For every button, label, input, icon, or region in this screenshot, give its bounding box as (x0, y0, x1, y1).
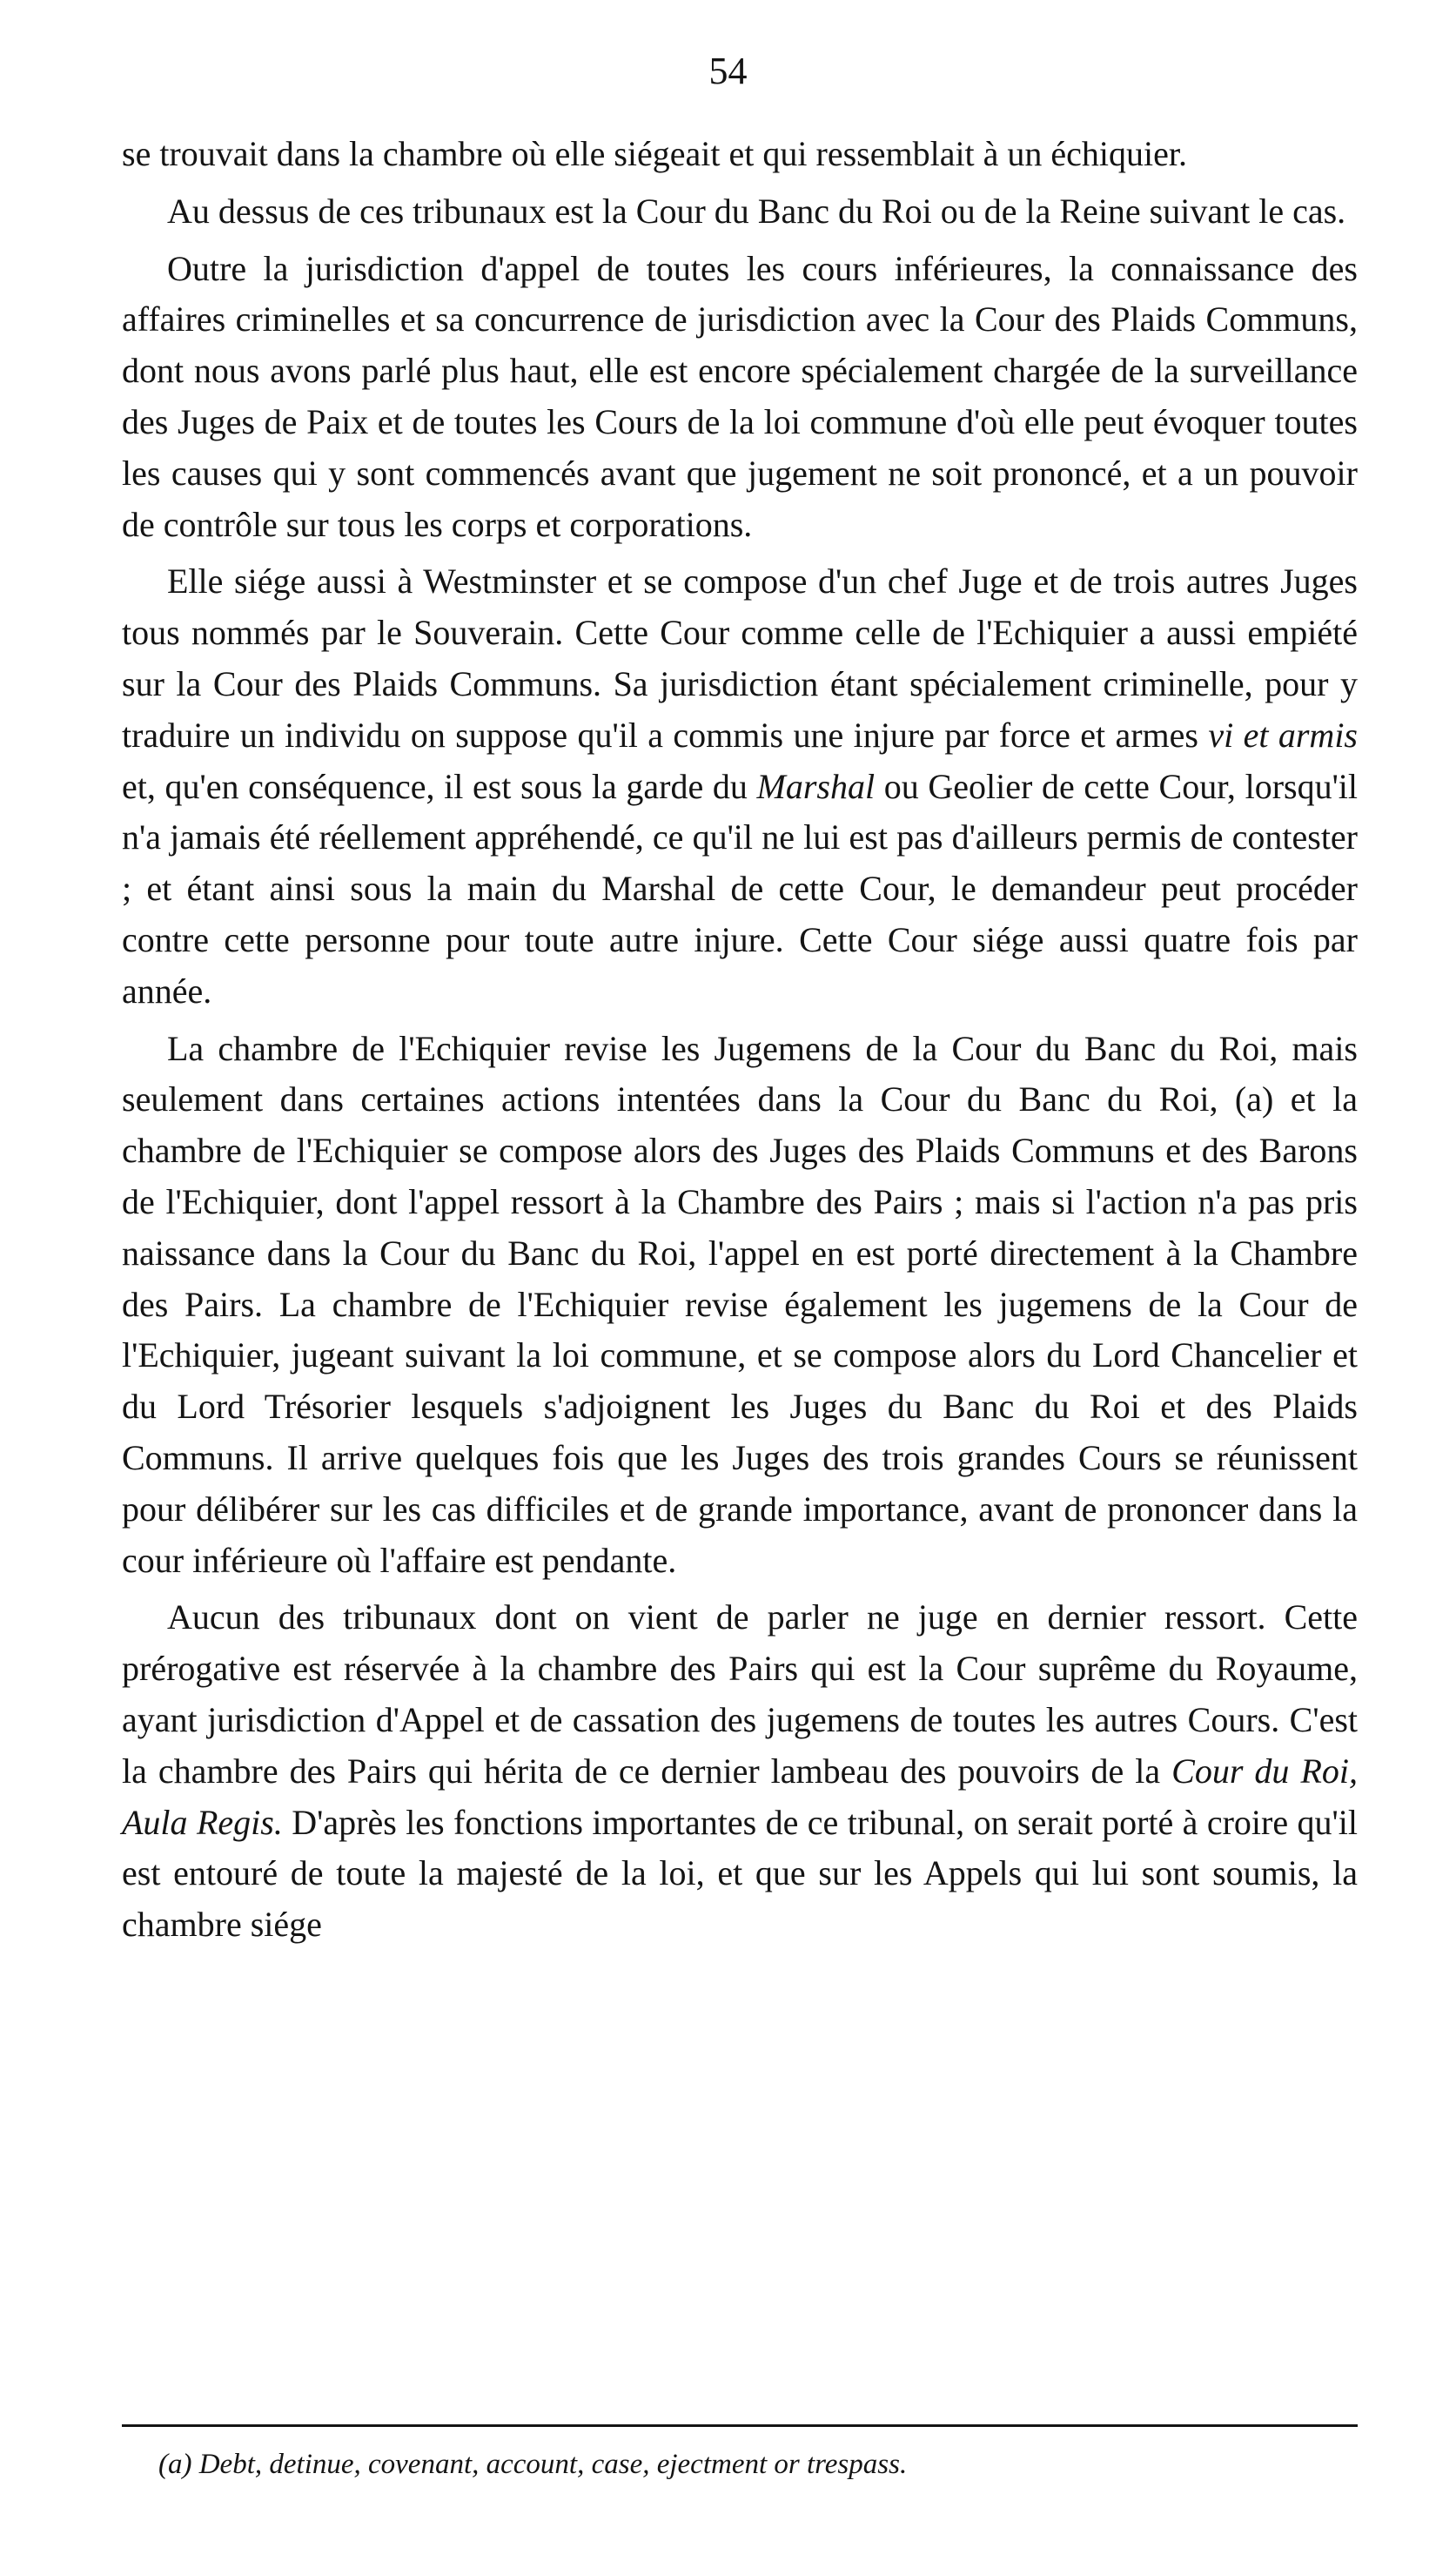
page-number: 54 (708, 50, 748, 92)
paragraph-text: ou Geolier de cette Cour, lorsqu'il n'a jamais été réellement appréhendé, ce qu'il ne lui est pas d'ailleurs permis de contester ; et étant ainsi sous la main du Marshal de cette Cour, le demandeur peut procéder contre cette personne pour toute autre injure. Cette Cour siége aussi quatre fois par année. (122, 766, 1359, 1011)
italic-text: Marshal (756, 766, 876, 806)
paragraph-text: Au dessus de ces tribunaux est la Cour du Banc du Roi ou de la Reine suivant le cas. (167, 191, 1346, 231)
paragraph-text: D'après les fonctions importantes de ce tribunal, on serait porté à croire qu'il est entouré de toute la majesté de la loi, et que sur les Appels qui lui sont soumis, la chambre siége (122, 1802, 1358, 1945)
paragraph-text: La chambre de l'Echiquier revise les Jugemens de la Cour du Banc du Roi, mais seulement dans certaines actions intentées dans la Cour du Banc du Roi, (a) et la chambre de l'Echiquier se compose alors des Juges des Plaids Communs et des Barons de l'Echiquier, dont l'appel ressort à la Chambre des Pairs ; mais si l'action n'a pas pris naissance dans la Cour du Banc du Roi, l'appel en est porté directement à la Chambre des Pairs. La chambre de l'Echiquier revise également les jugemens de la Cour de l'Echiquier, jugeant suivant la loi commune, et se compose alors du Lord Chancelier et du Lord Trésorier lesquels s'adjoignent les Juges du Banc du Roi et des Plaids Communs. Il arrive quelques fois que les Juges des trois grandes Cours se réunissent pour délibérer sur les cas difficiles et de grande importance, avant de prononcer dans la cour inférieure où l'affaire est pendante. (122, 1028, 1358, 1580)
italic-text: Cour du Roi, Aula Regis. (122, 1751, 1358, 1842)
paragraph (122, 244, 1358, 551)
paragraph (122, 1592, 1358, 1951)
paragraph-text: se trouvait dans la chambre où elle siégeait et qui ressemblait à un échiquier. (122, 134, 1188, 173)
body-text (122, 129, 1358, 1957)
paragraph (122, 556, 1358, 1017)
italic-text: vi et armis (1208, 715, 1358, 755)
paragraph (122, 1024, 1358, 1587)
paragraph (122, 129, 1358, 180)
paragraph-text: Outre la jurisdiction d'appel de toutes les cours inférieures, la connaissance des affaires criminelles et sa concurrence de jurisdiction avec la Cour des Plaids Communs, dont nous avons parlé plus haut, elle est encore spécialement chargée de la surveillance des Juges de Paix et de toutes les Cours de la loi commune d'où elle peut évoquer toutes les causes qui y sont commencés avant que jugement ne soit prononcé, et a un pouvoir de contrôle sur tous les corps et corporations. (122, 248, 1358, 544)
paragraph (122, 186, 1358, 238)
footnote-rule (122, 2424, 1358, 2427)
paragraph-text: et, qu'en conséquence, il est sous la garde du (122, 766, 757, 806)
footnote: (a) Debt, detinue, covenant, account, case, ejectment or trespass. (158, 2449, 908, 2480)
paragraph-text: Aucun des tribunaux dont on vient de parler ne juge en dernier ressort. Cette prérogative est réservée à la chambre des Pairs qui est la Cour suprême du Royaume, ayant jurisdiction d'Appel et de cassation des jugemens de toutes les autres Cours. C'est la chambre des Pairs qui hérita de ce dernier lambeau des pouvoirs de la (122, 1597, 1358, 1791)
paragraph-text: Elle siége aussi à Westminster et se compose d'un chef Juge et de trois autres Juges tous nommés par le Souverain. Cette Cour comme celle de l'Echiquier a aussi empiété sur la Cour des Plaids Communs. Sa jurisdiction étant spécialement criminelle, pour y traduire un individu on suppose qu'il a commis une injure par force et armes (122, 561, 1358, 755)
